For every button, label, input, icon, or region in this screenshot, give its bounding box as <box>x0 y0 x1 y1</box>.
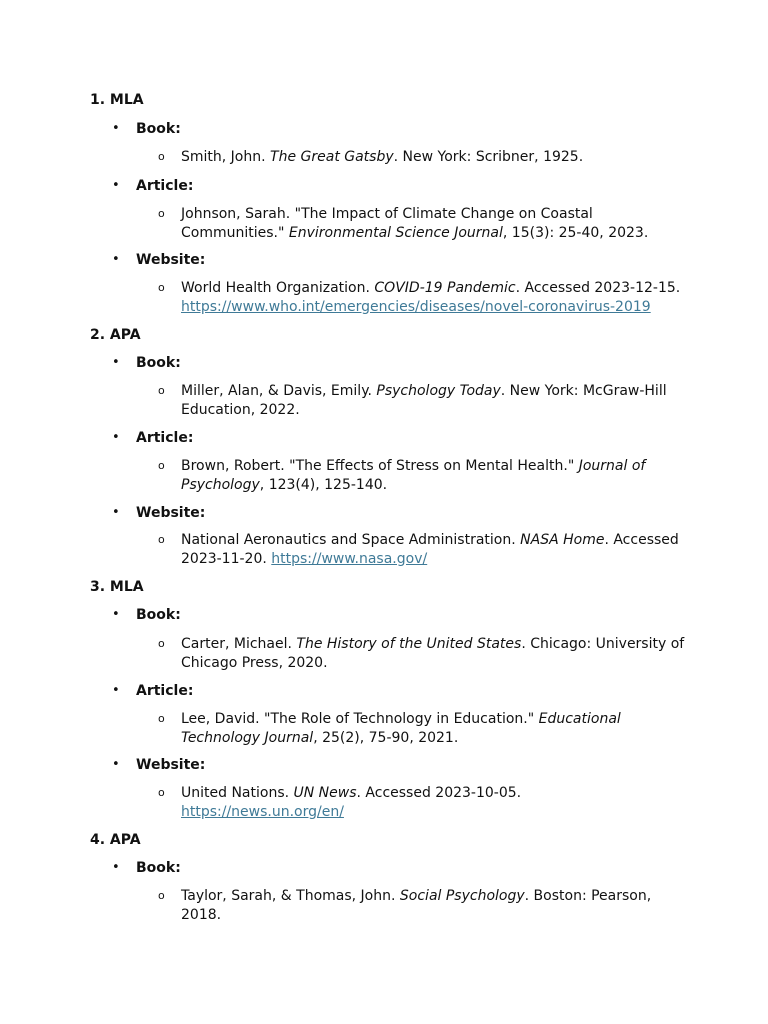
source-type-label: Book: <box>136 355 181 371</box>
citation-entry <box>181 710 686 747</box>
citation-entry <box>181 784 686 821</box>
sub-bullet-icon: o <box>158 150 165 163</box>
citation-text: Johnson, Sarah. "The Impact of Climate Change on Coastal Communities." <box>181 206 593 241</box>
citation-title: Educational Technology Journal <box>181 711 621 746</box>
source-type-label: Website: <box>136 252 206 268</box>
citation-text: . Accessed 2023-10-05. <box>356 785 522 801</box>
source-type-label: Article: <box>136 178 194 194</box>
sub-bullet-icon: o <box>158 889 165 902</box>
sub-bullet-icon: o <box>158 786 165 799</box>
citation-link[interactable]: https://news.un.org/en/ <box>181 803 344 820</box>
citation-entry <box>181 531 686 568</box>
citation-link[interactable]: https://www.who.int/emergencies/diseases/novel-coronavirus-2019 <box>181 298 651 315</box>
citation-text: . Accessed 2023-12-15. <box>515 280 681 296</box>
citation-link[interactable]: https://www.nasa.gov/ <box>271 550 428 567</box>
citation-text: Miller, Alan, & Davis, Emily. <box>181 383 377 399</box>
citation-title: The Great Gatsby <box>270 149 394 165</box>
citation-text: . Accessed 2023-11-20. <box>181 532 679 567</box>
citation-text: . Chicago: University of Chicago Press, 2020. <box>181 636 685 671</box>
section-heading: 4. APA <box>90 832 141 848</box>
source-type-label: Book: <box>136 121 181 137</box>
sub-bullet-icon: o <box>158 384 165 397</box>
sub-bullet-icon: o <box>158 712 165 725</box>
citation-entry <box>181 205 686 242</box>
sub-bullet-icon: o <box>158 281 165 294</box>
sub-bullet-icon: o <box>158 637 165 650</box>
section-heading: 2. APA <box>90 327 141 343</box>
bullet-icon: • <box>112 178 120 193</box>
citation-text: Taylor, Sarah, & Thomas, John. <box>181 888 400 904</box>
citation-text: Smith, John. <box>181 149 271 165</box>
source-type-label: Article: <box>136 683 194 699</box>
section-heading: 3. MLA <box>90 579 144 595</box>
bullet-icon: • <box>112 505 120 520</box>
citation-entry <box>181 279 686 316</box>
citation-title: UN News <box>293 785 357 801</box>
sub-bullet-icon: o <box>158 207 165 220</box>
bullet-icon: • <box>112 252 120 267</box>
citation-text: . Boston: Pearson, 2018. <box>181 888 652 923</box>
citation-text: . New York: McGraw-Hill Education, 2022. <box>181 383 667 418</box>
citation-title: Journal of Psychology <box>181 458 646 493</box>
citation-title: The History of the United States <box>296 636 522 652</box>
citation-title: NASA Home <box>520 532 605 548</box>
citation-text: , 15(3): 25-40, 2023. <box>502 224 649 241</box>
bullet-icon: • <box>112 683 120 698</box>
citation-text: , 123(4), 125-140. <box>259 476 388 493</box>
bullet-icon: • <box>112 355 120 370</box>
source-type-label: Book: <box>136 607 181 623</box>
citation-entry <box>181 382 686 419</box>
citation-text: Carter, Michael. <box>181 636 297 652</box>
bullet-icon: • <box>112 430 120 445</box>
bullet-icon: • <box>112 757 120 772</box>
citation-text: National Aeronautics and Space Administration. <box>181 532 521 548</box>
citation-text: Brown, Robert. "The Effects of Stress on Mental Health." <box>181 458 579 474</box>
source-type-label: Book: <box>136 860 181 876</box>
source-type-label: Website: <box>136 757 206 773</box>
bullet-icon: • <box>112 860 120 875</box>
citation-text: World Health Organization. <box>181 280 375 296</box>
citation-text: United Nations. <box>181 785 294 801</box>
citation-title: Psychology Today <box>376 383 501 399</box>
citation-text: , 25(2), 75-90, 2021. <box>313 729 459 746</box>
citation-entry <box>181 887 686 924</box>
source-type-label: Website: <box>136 505 206 521</box>
sub-bullet-icon: o <box>158 459 165 472</box>
section-heading: 1. MLA <box>90 92 144 108</box>
source-type-label: Article: <box>136 430 194 446</box>
bullet-icon: • <box>112 607 120 622</box>
citation-entry <box>181 148 686 167</box>
citation-title: COVID-19 Pandemic <box>374 280 516 296</box>
citation-title: Environmental Science Journal <box>288 224 503 241</box>
citation-text: . New York: Scribner, 1925. <box>393 149 584 165</box>
citation-title: Social Psychology <box>399 888 525 904</box>
citation-entry <box>181 635 686 672</box>
sub-bullet-icon: o <box>158 533 165 546</box>
citation-entry <box>181 457 686 494</box>
citation-text: Lee, David. "The Role of Technology in Education." <box>181 711 539 727</box>
bullet-icon: • <box>112 121 120 136</box>
